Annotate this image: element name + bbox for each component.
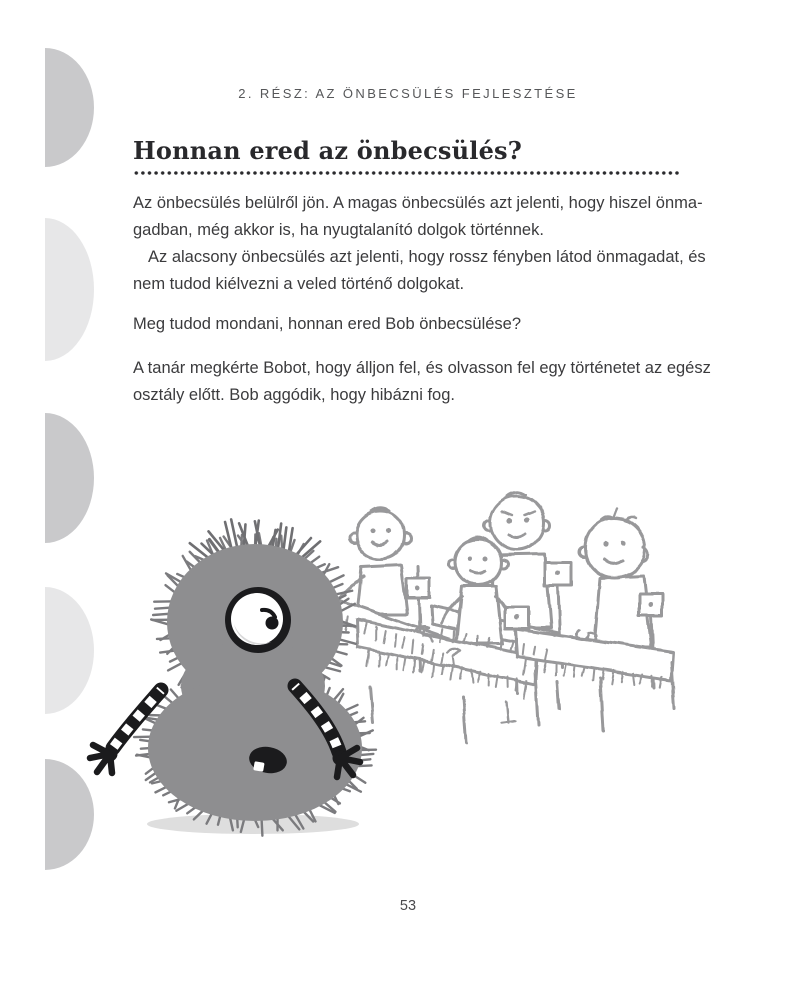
text-line: osztály előtt. Bob aggódik, hogy hibázni fog.	[133, 386, 455, 404]
text-line: gadban, még akkor is, ha nyugtalanító dolgok történnek.	[133, 221, 544, 239]
paragraph-story	[133, 355, 711, 409]
dotted-divider	[133, 170, 681, 176]
text-line: Meg tudod mondani, honnan ered Bob önbecsülése?	[133, 315, 522, 333]
monster-eye	[225, 587, 291, 653]
paragraph-question	[133, 311, 693, 338]
margin-semicircle-decoration	[45, 48, 94, 167]
monster-hand-left	[90, 745, 118, 773]
text-line: Az alacsony önbecsülés azt jelenti, hogy rossz fényben látod önmagadat, és	[148, 248, 706, 266]
section-header: 2. RÉSZ: AZ ÖNBECSÜLÉS FEJLESZTÉSE	[238, 86, 578, 101]
classroom-kids	[303, 492, 674, 743]
monster-bob	[90, 519, 376, 835]
text-line: A tanár megkérte Bobot, hogy álljon fel, és olvasson fel egy történetet az egész	[133, 359, 711, 377]
margin-semicircle-decoration	[45, 218, 94, 361]
text-line: nem tudod kiélvezni a veled történő dolgokat.	[133, 275, 465, 293]
kid-1	[335, 508, 411, 614]
paragraph-intro	[133, 190, 706, 298]
page-title: Honnan ered az önbecsülés?	[133, 136, 523, 165]
body-text	[133, 190, 711, 409]
text-line: Az önbecsülés belülről jön. A magas önbecsülés azt jelenti, hogy hiszel önma-	[133, 194, 703, 212]
classroom-illustration	[85, 430, 710, 890]
kid-4	[579, 508, 651, 648]
page-number: 53	[399, 898, 417, 914]
